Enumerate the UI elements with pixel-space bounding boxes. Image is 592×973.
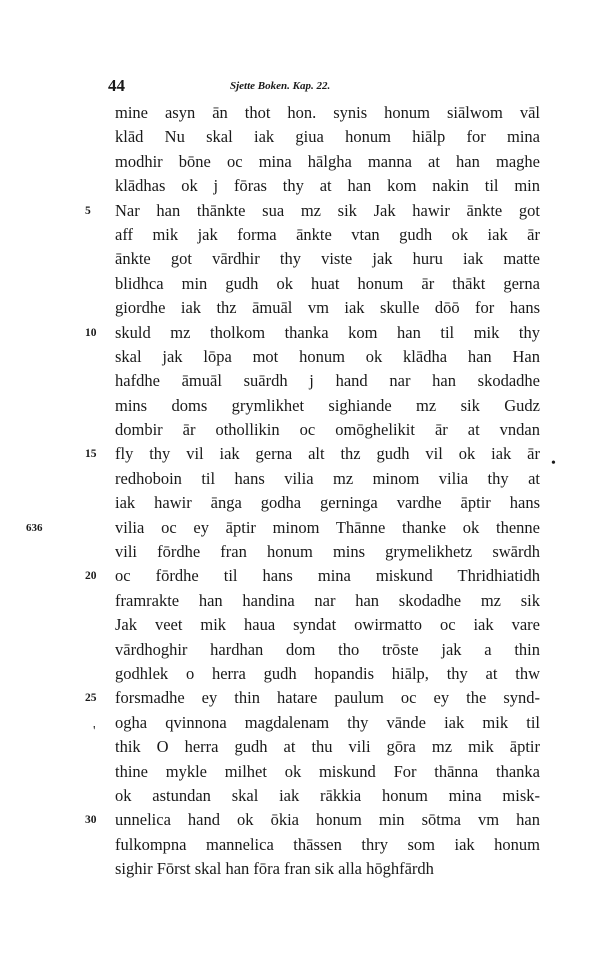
text-line [85, 564, 540, 588]
line-text: giordhe iak thz āmuāl vm iak skulle dōō for hans [115, 298, 540, 318]
line-number: 25 [85, 692, 97, 705]
text-line [115, 101, 540, 125]
line-text: iak hawir ānga godha gerninga vardhe āptir hans [115, 493, 540, 513]
line-text: Jak veet mik haua syndat owirmatto oc iak vare [115, 615, 540, 635]
text-line [115, 613, 540, 637]
text-line [115, 174, 540, 198]
text-line [85, 199, 540, 223]
line-text: oc fōrdhe til hans mina miskund Thridhiatidh [115, 566, 540, 586]
line-text: ogha qvinnona magdalenam thy vānde iak mik til [115, 712, 540, 732]
line-text: ok astundan skal iak rākkia honum mina misk- [115, 785, 540, 805]
text-line [115, 784, 540, 808]
line-text: vili fōrdhe fran honum mins grymelikhetz swārdh [115, 542, 540, 562]
text-line [115, 491, 540, 515]
line-text: mins doms grymlikhet sighiande mz sik Gudz [115, 395, 540, 415]
text-line [115, 394, 540, 418]
line-text: redhoboin til hans vilia mz minom vilia thy at [115, 468, 540, 488]
text-line [115, 540, 540, 564]
line-text: ānkte got vārdhir thy viste jak huru iak matte [115, 249, 540, 269]
margin-bullet: • [551, 456, 556, 471]
line-text: aff mik jak forma ānkte vtan gudh ok iak ār [115, 224, 540, 244]
line-text: sighir Fōrst skal han fōra fran sik alla hōghfārdh [115, 859, 434, 879]
line-number: 20 [85, 570, 97, 583]
line-text: framrakte han handina nar han skodadhe mz sik [115, 590, 540, 610]
line-text: skal jak lōpa mot honum ok klādha han Han [115, 346, 540, 366]
line-text: godhlek o herra gudh hopandis hiālp, thy at thw [115, 663, 540, 683]
text-body [26, 101, 540, 882]
text-line [115, 247, 540, 271]
text-line [85, 808, 540, 832]
text-line [85, 686, 540, 710]
line-text: forsmadhe ey thin hatare paulum oc ey the synd- [115, 688, 540, 708]
line-text: blidhca min gudh ok huat honum ār thākt gerna [115, 273, 540, 293]
line-text: fly thy vil iak gerna alt thz gudh vil ok iak ār [115, 444, 540, 464]
margin-tick: ' [93, 724, 96, 739]
line-text: mine asyn ān thot hon. synis honum siālwom vāl [115, 103, 540, 122]
margin-reference-number: 636 [26, 521, 43, 534]
text-line [115, 589, 540, 613]
text-line [115, 711, 540, 735]
text-line [115, 760, 540, 784]
line-text: Nar han thānkte sua mz sik Jak hawir ānkte got [115, 200, 540, 220]
text-line [115, 735, 540, 759]
running-title: Sjette Boken. Kap. 22. [230, 80, 331, 92]
text-line [115, 345, 540, 369]
text-line [115, 418, 540, 442]
line-text: klād Nu skal iak giua honum hiālp for mina [115, 127, 540, 147]
text-line [115, 272, 540, 296]
text-line [85, 321, 540, 345]
line-text: modhir bōne oc mina hālgha manna at han maghe [115, 151, 540, 171]
line-text: vilia oc ey āptir minom Thānne thanke ok thenne [115, 517, 540, 537]
line-number: 30 [85, 814, 97, 827]
line-text: hafdhe āmuāl suārdh j hand nar han skodadhe [115, 371, 540, 391]
line-number: 15 [85, 448, 97, 461]
line-text: dombir ār othollikin oc omōghelikit ār at vndan [115, 420, 540, 440]
line-text: fulkompna mannelica thāssen thry som iak honum [115, 834, 540, 854]
text-line [115, 125, 540, 149]
line-text: klādhas ok j fōras thy at han kom nakin til min [115, 176, 540, 196]
text-line [115, 857, 540, 881]
line-number: 5 [85, 204, 91, 217]
line-text: unnelica hand ok ōkia honum min sōtma vm han [115, 810, 540, 830]
line-text: skuld mz tholkom thanka kom han til mik thy [115, 322, 540, 342]
text-line [115, 296, 540, 320]
text-line [115, 369, 540, 393]
page-number: 44 [108, 76, 125, 95]
text-line [115, 150, 540, 174]
text-line [115, 638, 540, 662]
line-number: 10 [85, 326, 97, 339]
text-line [115, 833, 540, 857]
text-line [26, 516, 540, 540]
line-text: thik O herra gudh at thu vili gōra mz mik āptir [115, 737, 540, 757]
line-text: vārdhoghir hardhan dom tho trōste jak a thin [115, 639, 540, 659]
line-text: thine mykle milhet ok miskund For thānna thanka [115, 761, 540, 781]
text-line [115, 662, 540, 686]
text-line [115, 223, 540, 247]
text-line [115, 467, 540, 491]
text-line [85, 442, 540, 466]
